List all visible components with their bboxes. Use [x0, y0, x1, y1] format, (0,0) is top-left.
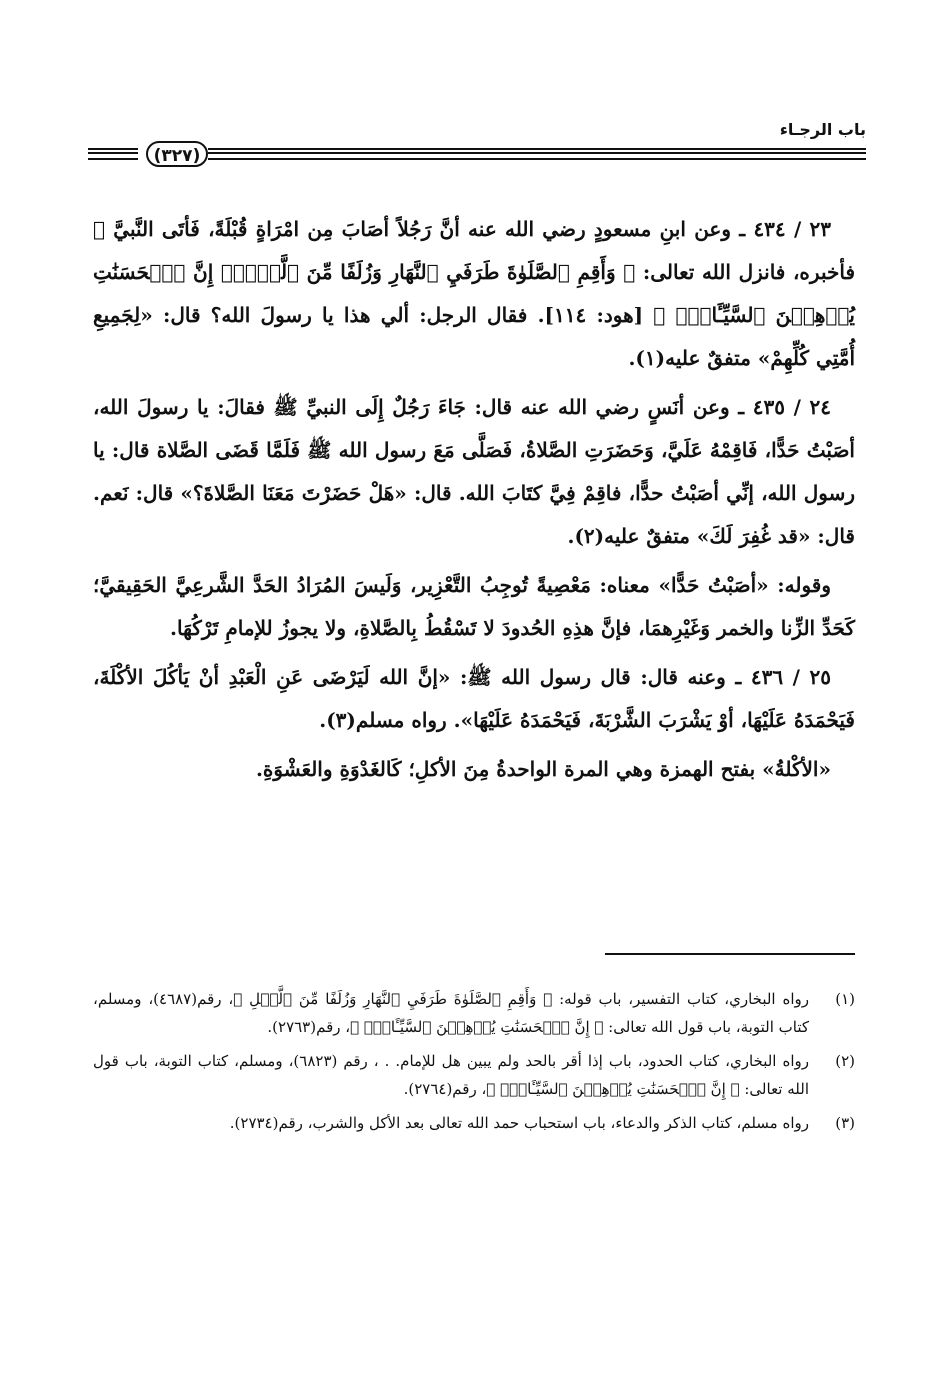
paragraph-text: وقوله: «أصَبْتُ حَدًّا» معناه: مَعْصِيةً تُوجِبُ التَّعْزِير، وَلَيسَ المُرَادُ الحَدَّ الشَّرعِيَّ الحَقِيقيَّ؛ كَحَدِّ الزِّنا والخمر وَغَيْرِهمَا، فإنَّ هذِهِ الحُدودَ لا تَسْقُطُ بِالصَّلاةِ، ولا يجوزُ للإمامِ تَرْكُهَا.: [93, 573, 855, 640]
footnote-text: رواه مسلم، كتاب الذكر والدعاء، باب استحباب حمد الله تعالى بعد الأكل والشرب، رقم(٢٧٣٤).: [229, 1114, 809, 1132]
footnote-divider: [605, 953, 855, 955]
footnote-text: رواه البخاري، كتاب التفسير، باب قوله: ﴿ وَأَقِمِ ٱلصَّلَوٰةَ طَرَفَيِ ٱلنَّهَارِ وَزُلَفًا مِّنَ ٱلَّيۡلِ ﴾، رقم(٤٦٨٧)، ومسلم، كتاب التوبة، باب قول الله تعالى: ﴿ إِنَّ ٱلۡحَسَنَٰتِ يُذۡهِبۡنَ ٱلسَّيِّـَٔاتِۚ ﴾، رقم(٢٧٦٣).: [93, 990, 809, 1036]
hadith-436: [93, 656, 855, 742]
definition-paragraph: [93, 748, 855, 791]
paragraph-text: «الأكْلةُ» بفتح الهمزة وهي المرة الواحدةُ مِنَ الأكلِ؛ كَالغَدْوَةِ والعَشْوَةِ.: [255, 757, 831, 781]
footnote-1: [93, 985, 855, 1041]
footnote-text: رواه البخاري، كتاب الحدود، باب إذا أقر بالحد ولم يبين هل للإمام. . ، رقم (٦٨٢٣)، ومسلم، كتاب التوبة، باب قول الله تعالى: ﴿ إِنَّ ٱلۡحَسَنَٰتِ يُذۡهِبۡنَ ٱلسَّيِّـَٔاتِۚ ﴾، رقم(٢٧٦٤).: [93, 1052, 809, 1098]
paragraph-text: ٢٣ / ٤٣٤ ـ وعن ابنِ مسعودٍ رضي الله عنه أنَّ رَجُلاً أصَابَ مِن امْرَاةٍ قُبْلَةً، فَأتَى النَّبيَّ ﷺ فأخبره، فانزل الله تعالى: ﴿ وَأَقِمِ ٱلصَّلَوٰةَ طَرَفَيِ ٱلنَّهَارِ وَزُلَفًا مِّنَ ٱلَّيۡلِۚ إِنَّ ٱلۡحَسَنَٰتِ يُذۡهِبۡنَ ٱلسَّيِّـَٔاتِۚ ﴾ [هود: ١١٤]. فقال الرجل: ألي هذا يا رسولَ الله؟ قال: «لِجَمِيعِ أُمَّتِي كُلِّهِمْ» متفقٌ عليه(١).: [93, 217, 856, 370]
paragraph-text: ٢٤ / ٤٣٥ ـ وعن أنَسٍ رضي الله عنه قال: جَاءَ رَجُلٌ إِلَى النبيِّ ﷺ فقالَ: يا رسولَ الله، أصَبْتُ حَدًّا، فَاقِمْهُ عَلَيَّ، وَحَضَرَتِ الصَّلاةُ، فَصَلَّى مَعَ رسول الله ﷺ فَلَمَّا قَضَى الصَّلاة قال: يا رسول الله، إنِّي أصَبْتُ حدًّا، فاقِمْ فِيَّ كتَابَ الله. قال: «هَلْ حَضَرْتَ مَعَنَا الصَّلاةَ؟» قال: نَعم. قال: «قد غُفِرَ لَكَ» متفقٌ عليه(٢).: [93, 395, 855, 548]
footnote-3: [93, 1109, 855, 1137]
paragraph-text: ٢٥ / ٤٣٦ ـ وعنه قال: قال رسول الله ﷺ: «إنَّ الله لَيَرْضَى عَنِ الْعَبْدِ أنْ يَأكُلَ الأكْلَةَ، فَيَحْمَدَهُ عَلَيْهَا، أوْ يَشْرَبَ الشَّرْبَةَ، فَيَحْمَدَهُ عَلَيْهَا». رواه مسلم(٣).: [93, 665, 855, 732]
hadith-435: [93, 386, 855, 558]
page-header: [88, 112, 866, 182]
footnote-2: [93, 1047, 855, 1103]
header-rule: [88, 142, 866, 168]
footnote-number: (٢): [835, 1052, 855, 1070]
main-text: [93, 208, 855, 797]
footnote-number: (١): [835, 990, 855, 1008]
chapter-title: باب الرجـاء: [779, 120, 866, 139]
commentary-paragraph: [93, 564, 855, 650]
header-rule-right: [208, 148, 866, 160]
hadith-434: [93, 208, 855, 380]
header-rule-left: [88, 148, 138, 160]
page-number: (٣٢٧): [146, 141, 208, 167]
footnote-number: (٣): [835, 1114, 855, 1132]
footnotes: [93, 985, 855, 1143]
